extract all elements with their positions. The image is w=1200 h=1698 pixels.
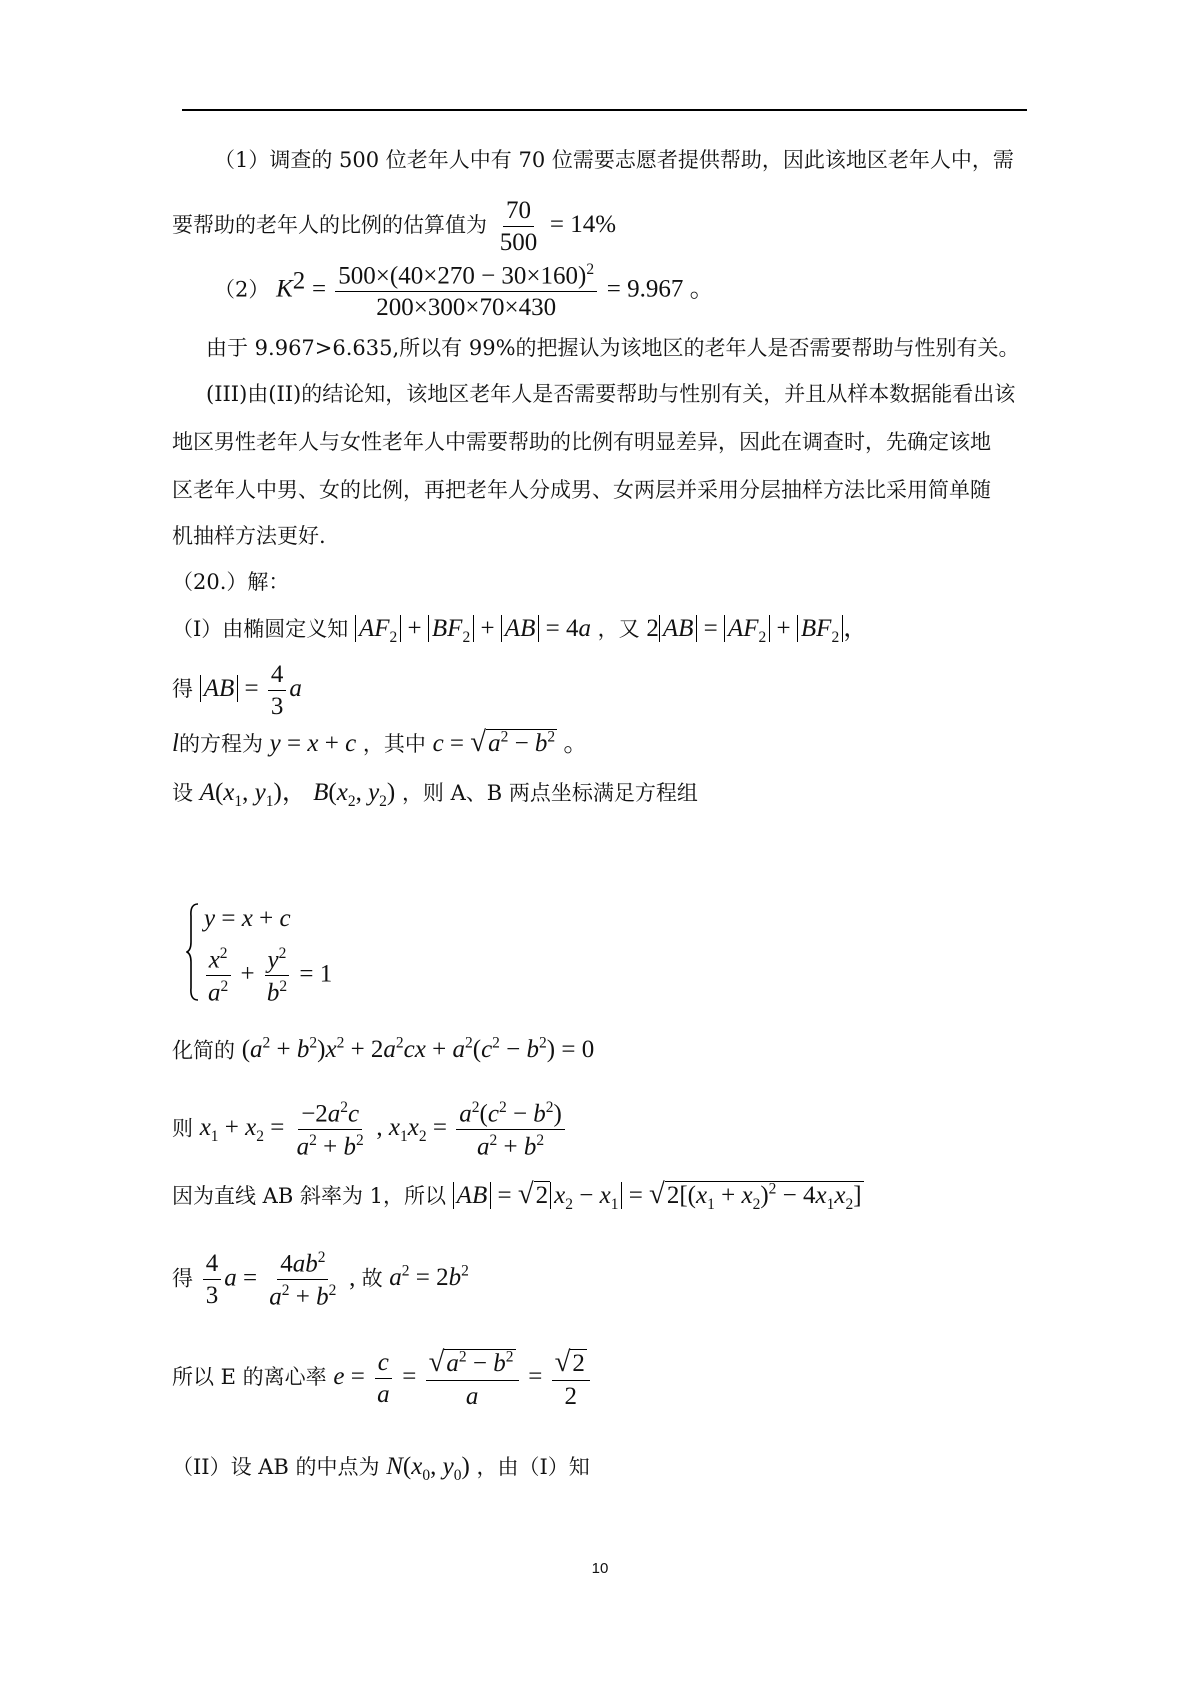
paragraph-4-line-4: 机抽样方法更好. [172,524,326,548]
solution-line-4: 设 $A(x_1$, $y_1$)， $B(x_2$, $y_2$) ，则 A、B 两点坐标满足方程组 [172,779,698,810]
solution-line-9-prefix: 所以 E 的离心率 [172,1364,327,1389]
k-numerator: 500×(40×270 − 30×160) [338,262,587,290]
k-denominator: 200×300×70×430 [376,294,557,322]
solution-line-2-prefix: 得 [172,677,193,701]
system-equation-2: $\frac{x^2}{a^2}$ + $\frac{y^2}{b^2}$ = 1 [202,946,332,1006]
paragraph-4-line-3: 区老年人中男、女的比例，再把老年人分成男、女两层并采用分层抽样方法比采用简单随 [172,478,991,502]
solution-line-5-prefix: 化简的 [172,1038,235,1063]
paragraph-4-line-2: 地区男性老年人与女性老年人中需要帮助的比例有明显差异，因此在调查时，先确定该地 [172,430,991,454]
solution-line-3-text: 的方程为 [178,732,263,756]
paragraph-1-line-1: （1）调查的 500 位老年人中有 70 位需要志愿者提供帮助，因此该地区老年人中，需 [214,148,1014,172]
paragraph-1-text: 要帮助的老年人的比例的估算值为 [172,213,487,237]
system-equation-1: y = x + c [204,905,291,932]
solution-line-1-prefix: （I）由椭圆定义知 [172,617,349,641]
solution-line-8: 得 $\frac{4}{3}$ a = $\frac{4ab^2}{a^2 + b^2}$ , 故 $a^2 = 2b^2$ [172,1249,469,1311]
k-symbol: K [276,275,293,303]
k-squared-fraction: $\frac{500\times(40\times 270 - 30\times 160)^2}{200\times 300\times 70\times 430}$ [335,262,597,320]
header-rule [182,109,1027,111]
k-result: = 9.967 。 [606,275,715,303]
question-20-heading: （20.）解： [172,570,290,594]
solution-line-10-suffix: ，由（I）知 [476,1455,590,1479]
k-squared-formula: （2） $K^2$ = $\frac{500\times(40\times 270 - 30\times 160)^2}{200\times 300\times 70\times 430}$ = 9.967 。 [214,261,715,322]
solution-line-9: 所以 E 的离心率 e = $\frac{c}{a}$ = $\frac{√a^2 - b^2}{a}$ = $\frac{√2}{2}$ [172,1348,593,1409]
solution-line-7: 因为直线 AB 斜率为 1，所以 AB = √2 $x_2 - x_1 = √2[(x_1 + x_2)^2 - 4x_1x_2]$ [172,1178,862,1213]
solution-line-7-prefix: 因为直线 AB 斜率为 1，所以 [172,1184,446,1208]
solution-line-10: （II）设 AB 的中点为 $N(x_0$, $y_0$) ，由（I）知 [172,1453,590,1484]
paragraph-3: 由于 9.967>6.635,所以有 99%的把握认为该地区的老年人是否需要帮助与性别有关。 [206,336,1020,360]
solution-line-5: 化简的 $(a^2 + b^2)x^2 + 2a^2cx + a^2(c^2 - b^2) = 0$ [172,1035,595,1064]
ratio-result: = 14% [549,211,617,238]
solution-line-4-suffix: ，则 A、B 两点坐标满足方程组 [401,781,698,805]
ratio-fraction [497,198,541,255]
page-number: 10 [591,1560,609,1577]
part-2-label: （2） [214,277,270,302]
solution-line-3: l的方程为 y = x + c ，其中 $c = √a^2 - b^2$ 。 [172,726,589,758]
paragraph-4-line-1: (III)由(II)的结论知，该地区老年人是否需要帮助与性别有关，并且从样本数据能看出该 [206,382,1016,406]
solution-line-8-prefix: 得 [172,1266,193,1291]
fraction-denominator: 500 [499,229,538,256]
solution-line-10-prefix: （II）设 AB 的中点为 [172,1455,380,1479]
fraction-numerator: 70 [503,198,534,227]
solution-line-8-mid: 故 [361,1266,383,1291]
solution-line-2: 得 AB = $\frac{4}{3}$ a [172,661,302,720]
solution-line-6-prefix: 则 [172,1116,193,1141]
solution-line-3-mid: ，其中 [362,732,426,756]
solution-line-4-prefix: 设 [172,781,193,805]
solution-line-1-mid: ，又 [597,617,640,641]
solution-line-6: 则 $x_1 + x_2$ = $\frac{-2a^2c}{a^2 + b^2}$ , $x_1x_2$ = $\frac{a^2(c^2 - b^2)}{a^2 + b^2}$ [172,1100,568,1160]
solution-line-1: （I）由椭圆定义知 $AF_2 + BF_2$ + AB = 4a ，又 2 AB = $AF_2 + BF_2$ ， [172,615,869,646]
system-brace [186,902,200,1002]
paragraph-1-line-2 [172,198,616,255]
